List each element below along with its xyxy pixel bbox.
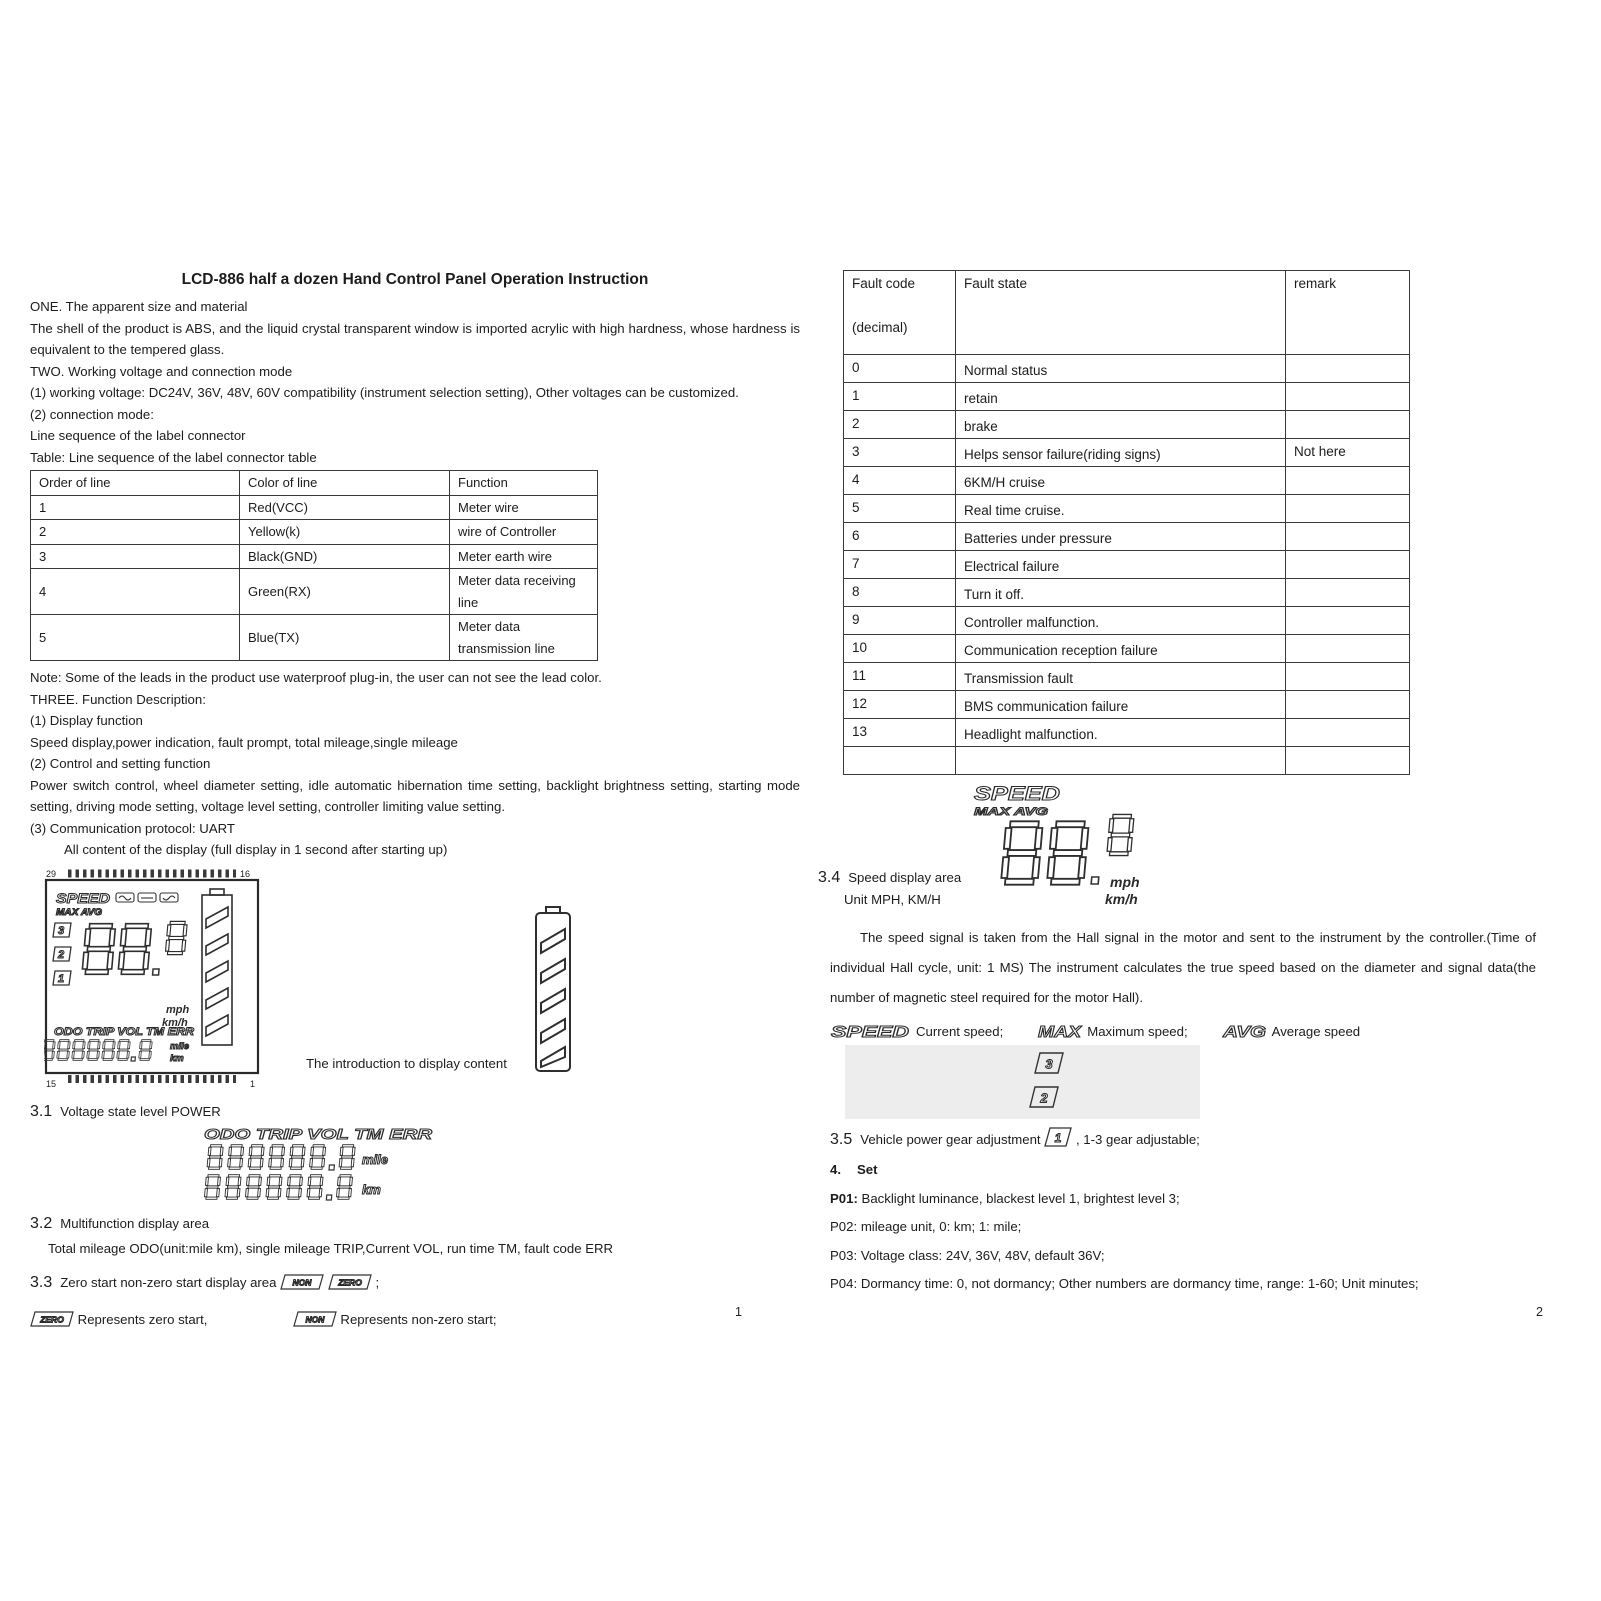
fault-row <box>844 635 1410 663</box>
setting-text: mileage unit, 0: km; 1: mile; <box>860 1219 1022 1234</box>
fault-row <box>844 663 1410 691</box>
func2-body: Power switch control, wheel diameter setting, idle automatic hibernation time setting, backlight brightness setting, starting mode setting, driving mode setting, voltage level setting, controller limiting value setting. <box>30 777 800 814</box>
fault-row <box>844 523 1410 551</box>
col-header: Order of line <box>31 471 240 496</box>
unit-note: Unit MPH, KM/H <box>844 891 941 907</box>
lcd-full-display-diagram <box>44 867 260 1089</box>
heading-two: TWO. Working voltage and connection mode <box>30 363 293 379</box>
fault-state: Transmission fault <box>956 663 1286 691</box>
section-number: 3.4 <box>818 869 841 886</box>
cell-order: 3 <box>31 544 240 569</box>
gear-2-icon <box>1029 1086 1059 1109</box>
lcd-speed-label: SPEED <box>56 889 110 906</box>
fault-code: 2 <box>844 411 956 439</box>
section-title: Multifunction display area <box>60 1215 210 1231</box>
pin-number: 16 <box>240 868 251 879</box>
fault-state <box>956 747 1286 775</box>
fault-state: Communication reception failure <box>956 635 1286 663</box>
fault-code: 4 <box>844 467 956 495</box>
fault-remark <box>1286 663 1410 691</box>
section-number: 3.5 <box>830 1130 853 1148</box>
section-title: Set <box>857 1162 878 1177</box>
section-number: 4. <box>830 1162 841 1177</box>
cell-order: 5 <box>31 615 240 661</box>
unit-mph: mph <box>1110 874 1140 890</box>
odometer-digits-row2 <box>204 1175 353 1200</box>
document-title: LCD-886 half a dozen Hand Control Panel Operation Instruction <box>181 271 649 288</box>
function-row-label: ODO TRIP VOL TM ERR <box>54 1025 195 1038</box>
page-1 <box>30 270 800 1331</box>
one-body: The shell of the product is ABS, and the liquid crystal transparent window is imported acrylic with high hardness, whose hardness is equivalent to the tempered glass. <box>30 320 800 357</box>
setting-label: P02: <box>830 1219 858 1234</box>
fault-remark <box>1286 719 1410 747</box>
fault-state: BMS communication failure <box>956 691 1286 719</box>
section-number: 3.1 <box>30 1102 53 1120</box>
s32-body: Total mileage ODO(unit:mile km), single mileage TRIP,Current VOL, run time TM, fault code ERR <box>48 1241 614 1256</box>
fault-remark <box>1286 523 1410 551</box>
func1-heading: (1) Display function <box>30 713 143 728</box>
fault-code: 6 <box>844 523 956 551</box>
legend-text: Current speed; <box>916 1024 1004 1039</box>
setting-p04 <box>830 1273 1540 1295</box>
fault-remark <box>1286 551 1410 579</box>
speed-digits <box>82 921 187 975</box>
fault-row <box>844 439 1410 467</box>
setting-p01 <box>830 1188 1540 1210</box>
zero-start-legend <box>30 1309 800 1331</box>
section-title: Voltage state level POWER <box>60 1103 221 1119</box>
fault-remark <box>1286 635 1410 663</box>
svg-text:2: 2 <box>1040 1090 1048 1106</box>
unit-km: km <box>362 1182 381 1197</box>
fault-state: retain <box>956 383 1286 411</box>
fault-row <box>844 383 1410 411</box>
fault-remark <box>1286 355 1410 383</box>
fault-code: 1 <box>844 383 956 411</box>
setting-p03 <box>830 1245 1540 1267</box>
svg-text:NON: NON <box>305 1314 325 1325</box>
header-remark: remark <box>1286 271 1410 355</box>
fault-state: Batteries under pressure <box>956 523 1286 551</box>
fault-remark <box>1286 411 1410 439</box>
table-caption: Table: Line sequence of the label connector table <box>30 449 317 465</box>
connector-table <box>30 470 598 661</box>
speed-label-icon <box>830 1022 912 1042</box>
cell-order: 4 <box>31 569 240 615</box>
fault-remark <box>1286 495 1410 523</box>
fault-state: Headlight malfunction. <box>956 719 1286 747</box>
lcd-diagram-block <box>30 867 800 1089</box>
fault-state: 6KM/H cruise <box>956 467 1286 495</box>
non-start-icon <box>293 1311 337 1328</box>
unit-km: km <box>170 1052 184 1064</box>
battery-gauge <box>202 889 232 1045</box>
fault-table-header <box>844 271 1410 355</box>
cell-function: Meter data receiving line <box>450 569 598 615</box>
maxavg-label: MAX AVG <box>974 806 1049 818</box>
fault-row <box>844 411 1410 439</box>
fault-remark <box>1286 383 1410 411</box>
svg-text:AVG: AVG <box>1221 1023 1266 1041</box>
section-3-4 <box>818 867 1008 910</box>
lcd-maxavg-label: MAX AVG <box>56 906 102 917</box>
fault-code: 11 <box>844 663 956 691</box>
unit-mile: mile <box>170 1040 190 1052</box>
fault-code: 13 <box>844 719 956 747</box>
line-sequence: Line sequence of the label connector <box>30 428 246 443</box>
fault-row <box>844 551 1410 579</box>
svg-text:SPEED: SPEED <box>831 1023 910 1041</box>
page-number-1: 1 <box>735 1305 742 1319</box>
fault-row <box>844 719 1410 747</box>
table-row <box>31 615 598 661</box>
fault-row <box>844 467 1410 495</box>
unit-kmh: km/h <box>1105 891 1138 907</box>
max-label-icon <box>1037 1022 1083 1042</box>
fault-row <box>844 691 1410 719</box>
speed-label: SPEED <box>974 784 1061 805</box>
col-header: Color of line <box>240 471 450 496</box>
punctuation: ; <box>375 1274 380 1290</box>
multifunction-display-svg <box>202 1124 454 1204</box>
fault-code: 7 <box>844 551 956 579</box>
two-item-1: (1) working voltage: DC24V, 36V, 48V, 60V compatibility (instrument selection setting), Other voltages can be customized. <box>30 385 739 400</box>
fault-code: 5 <box>844 495 956 523</box>
section-4 <box>830 1159 1540 1181</box>
speed-legend <box>830 1021 1540 1043</box>
avg-label-icon <box>1222 1022 1268 1042</box>
setting-label: P03: <box>830 1247 858 1263</box>
page-2 <box>818 262 1540 1295</box>
fault-state: Helps sensor failure(riding signs) <box>956 439 1286 467</box>
page-number-2: 2 <box>1536 1305 1543 1319</box>
fault-row <box>844 495 1410 523</box>
fault-state: Electrical failure <box>956 551 1286 579</box>
s34-body: The speed signal is taken from the Hall signal in the motor and sent to the instrument by the controller.(Time of individual Hall cycle, unit: 1 MS) The instrument calculates the true speed based on the diameter and signal data(the number of magnetic steel required for the motor Hall). <box>830 930 1536 1005</box>
pin-number: 1 <box>250 1078 256 1089</box>
gear-3: 3 <box>57 924 65 937</box>
svg-text:1: 1 <box>1054 1130 1062 1145</box>
non-start-icon <box>280 1274 324 1291</box>
header-fault-code: Fault code (decimal) <box>844 271 956 355</box>
fault-row <box>844 579 1410 607</box>
fault-remark <box>1286 607 1410 635</box>
section-title: Vehicle power gear adjustment <box>860 1131 1041 1147</box>
non-start-text: Represents non-zero start; <box>340 1312 497 1327</box>
heading-three: THREE. Function Description: <box>30 691 206 707</box>
setting-text: Voltage class: 24V, 36V, 48V, default 36V; <box>860 1247 1105 1263</box>
svg-text:NON: NON <box>292 1277 312 1287</box>
cell-function: Meter data transmission line <box>450 615 598 661</box>
speed-display-block <box>818 783 1540 917</box>
fault-row <box>844 607 1410 635</box>
unit-kmh: km/h <box>162 1016 188 1029</box>
fault-state: Controller malfunction. <box>956 607 1286 635</box>
unit-mile: mile <box>362 1152 389 1167</box>
svg-text:ZERO: ZERO <box>338 1277 362 1287</box>
svg-text:ZERO: ZERO <box>40 1314 64 1325</box>
fault-remark <box>1286 691 1410 719</box>
col-header: Function <box>450 471 598 496</box>
fault-code: 3 <box>844 439 956 467</box>
table-row <box>31 495 598 520</box>
fault-code-table <box>843 270 1410 775</box>
setting-p02 <box>830 1216 1540 1238</box>
fault-code: 9 <box>844 607 956 635</box>
setting-label: P01: <box>830 1190 858 1206</box>
fault-code: 0 <box>844 355 956 383</box>
section-title: Speed display area <box>848 870 962 885</box>
table-row <box>31 520 598 545</box>
gear-3-icon <box>1034 1052 1064 1075</box>
fault-state: Normal status <box>956 355 1286 383</box>
cell-order: 2 <box>31 520 240 545</box>
cell-function: wire of Controller <box>450 520 598 545</box>
table-row <box>31 544 598 569</box>
cell-color: Red(VCC) <box>240 495 450 520</box>
section-3-5 <box>830 1127 1540 1151</box>
odometer-digits-row1 <box>207 1145 356 1170</box>
pin-number: 29 <box>46 868 57 879</box>
gear-adjustment-graphic <box>830 1047 1540 1117</box>
fault-state: Turn it off. <box>956 579 1286 607</box>
heading-one: ONE. The apparent size and material <box>30 299 248 314</box>
status-indicator-icons <box>116 893 178 902</box>
function-row-label: ODO TRIP VOL TM ERR <box>204 1126 433 1143</box>
legend-text: Maximum speed; <box>1087 1024 1188 1039</box>
fault-remark <box>1286 747 1410 775</box>
header-fault-state: Fault state <box>956 271 1286 355</box>
table-row <box>31 569 598 615</box>
cell-color: Yellow(k) <box>240 520 450 545</box>
cell-order: 1 <box>31 495 240 520</box>
gear-1: 1 <box>57 972 65 985</box>
fault-state: brake <box>956 411 1286 439</box>
cell-color: Blue(TX) <box>240 615 450 661</box>
fault-remark <box>1286 467 1410 495</box>
zero-start-icon <box>30 1311 74 1328</box>
fault-code <box>844 747 956 775</box>
note: Note: Some of the leads in the product use waterproof plug-in, the user can not see the lead color. <box>30 670 602 685</box>
fault-state: Real time cruise. <box>956 495 1286 523</box>
section-tail: , 1-3 gear adjustable; <box>1075 1131 1200 1147</box>
func1-body: Speed display,power indication, fault prompt, total mileage,single mileage <box>30 734 458 750</box>
zero-start-text: Represents zero start, <box>77 1312 208 1327</box>
unit-mph: mph <box>166 1003 190 1016</box>
fault-row <box>844 355 1410 383</box>
multifunction-display-graphic <box>202 1124 800 1211</box>
cell-function: Meter earth wire <box>450 544 598 569</box>
gear-1-icon <box>1044 1127 1072 1148</box>
setting-label: P04: <box>830 1276 858 1291</box>
fault-row <box>844 747 1410 775</box>
table-header-row <box>31 471 598 496</box>
zero-start-icon <box>328 1274 372 1291</box>
display-intro-caption: The introduction to display content <box>306 1055 507 1071</box>
fault-code: 10 <box>844 635 956 663</box>
two-item-2: (2) connection mode: <box>30 406 154 422</box>
fault-code: 8 <box>844 579 956 607</box>
section-number: 3.3 <box>30 1273 53 1291</box>
cell-color: Black(GND) <box>240 544 450 569</box>
fault-remark: Not here <box>1286 439 1410 467</box>
section-3-3 <box>30 1272 800 1294</box>
gear-2: 2 <box>57 948 65 961</box>
setting-text: Backlight luminance, blackest level 1, brightest level 3; <box>861 1190 1180 1206</box>
func2-heading: (2) Control and setting function <box>30 756 211 771</box>
gear-level-icons <box>53 923 71 985</box>
section-number: 3.2 <box>30 1214 53 1232</box>
svg-text:3: 3 <box>1045 1056 1053 1072</box>
svg-text:MAX: MAX <box>1038 1023 1083 1041</box>
odometer-digits <box>44 1039 152 1060</box>
section-title: Zero start non-zero start display area <box>60 1274 277 1290</box>
cell-function: Meter wire <box>450 495 598 520</box>
cell-color: Green(RX) <box>240 569 450 615</box>
section-3-1 <box>30 1101 800 1123</box>
setting-text: Dormancy time: 0, not dormancy; Other numbers are dormancy time, range: 1-60; Unit minutes; <box>860 1276 1419 1291</box>
legend-text: Average speed <box>1271 1024 1361 1039</box>
section-3-2 <box>30 1213 800 1235</box>
battery-icon <box>532 905 574 1077</box>
pin-number: 15 <box>46 1078 57 1089</box>
fault-code: 12 <box>844 691 956 719</box>
func3-heading: (3) Communication protocol: UART <box>30 820 235 836</box>
fault-remark <box>1286 579 1410 607</box>
display-all-caption: All content of the display (full display in 1 second after starting up) <box>64 842 448 857</box>
